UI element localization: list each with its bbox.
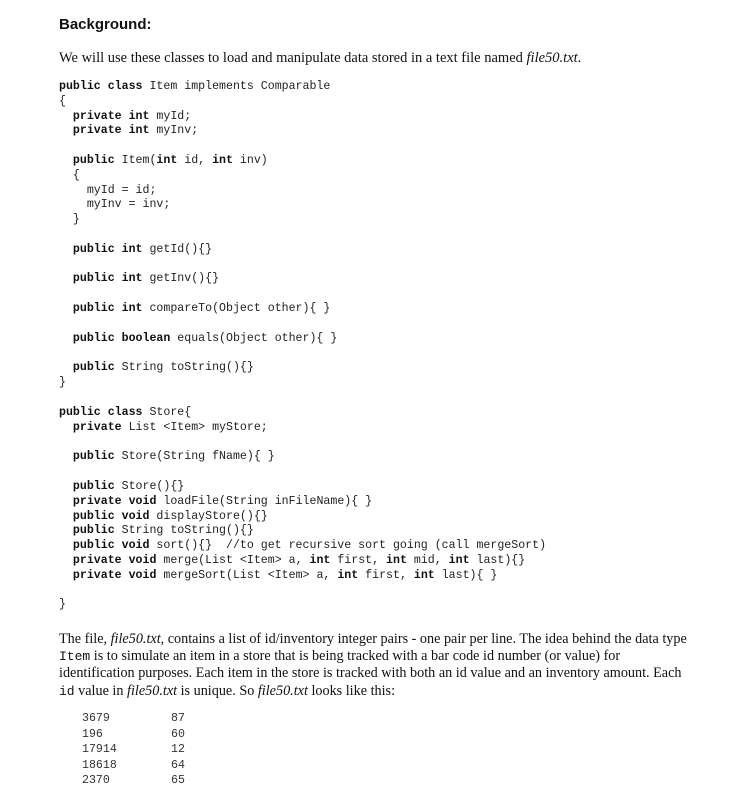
code-keyword: int: [386, 553, 407, 567]
desc-text: is to simulate an item in a store that is being tracked with a bar code id number (or value) for identification purposes. Each item in the store is tracked with both an id value and an inventory amount. Each: [59, 648, 682, 682]
desc-code-id: id: [59, 683, 75, 699]
desc-filename: file50.txt: [127, 682, 178, 699]
code-line: [59, 258, 337, 273]
code-line: [59, 465, 546, 480]
code-keyword: int: [448, 553, 470, 567]
inv-value: 65: [171, 774, 185, 788]
code-line: {: [72, 168, 80, 182]
code-line: public String toString(){}: [72, 524, 254, 538]
code-keyword: public: [72, 524, 115, 538]
code-keyword: private: [72, 420, 122, 434]
code-line: public int getInv(){}: [72, 272, 220, 286]
code-keyword: public int: [72, 272, 143, 286]
inv-value: 64: [171, 758, 185, 772]
code-line: public class Item implements Comparable: [59, 80, 331, 93]
code-line: myInv = inv;: [86, 198, 171, 212]
code-line: private void loadFile(String inFileName){ }: [72, 494, 373, 508]
intro-filename: file50.txt: [526, 50, 578, 66]
code-keyword: int: [156, 153, 178, 167]
code-line: public int getId(){}: [72, 242, 213, 256]
code-line: private int myId;: [72, 109, 192, 123]
code-line: public boolean equals(Object other){ }: [72, 331, 338, 345]
code-line: {: [59, 94, 66, 108]
code-keyword: private void: [72, 553, 157, 567]
code-keyword: int: [309, 553, 331, 567]
data-row: [82, 711, 185, 727]
code-keyword: public int: [72, 242, 143, 256]
code-line: [59, 228, 337, 243]
code-line: [59, 139, 337, 154]
code-keyword: private int: [72, 124, 150, 138]
desc-text: The file,: [59, 631, 111, 647]
code-line: public void displayStore(){}: [72, 509, 268, 523]
id-value: 2370: [82, 774, 110, 788]
code-line: private void mergeSort(List <Item> a, int first, int last){ }: [72, 568, 498, 582]
description-paragraph: [59, 631, 689, 700]
code-keyword: int: [413, 568, 435, 582]
code-line: private int myInv;: [72, 124, 199, 138]
code-line: private List <Item> myStore;: [72, 420, 268, 434]
code-line: [59, 287, 337, 302]
code-line: [59, 346, 337, 361]
code-keyword: private void: [72, 494, 157, 508]
data-row: [82, 727, 185, 743]
code-keyword: private void: [72, 568, 157, 582]
code-line: public Store(){}: [72, 479, 185, 493]
code-line: public Item(int id, int inv): [72, 153, 268, 167]
code-line: myId = id;: [86, 183, 157, 197]
desc-text: contains a list of id/inventory integer pairs - one pair per line. The idea behind the data type: [164, 631, 687, 647]
code-line: public String toString(){}: [72, 361, 254, 375]
inv-value: 87: [171, 712, 185, 725]
code-keyword: public void: [72, 539, 150, 553]
code-line: public class Store{: [59, 406, 192, 419]
section-heading: Background:: [59, 16, 152, 33]
code-line: [59, 436, 546, 451]
desc-text: value in: [74, 682, 128, 699]
code-line: [59, 317, 337, 332]
id-value: 3679: [82, 712, 110, 725]
code-keyword: public: [72, 153, 115, 167]
desc-code-item: Item: [59, 649, 91, 665]
id-value: 196: [82, 727, 103, 741]
code-keyword: public: [72, 450, 115, 464]
code-keyword: public: [72, 479, 115, 493]
intro-paragraph: [59, 50, 581, 67]
code-line: public void sort(){} //to get recursive sort going (call mergeSort): [72, 539, 547, 553]
data-row: [82, 742, 185, 758]
desc-text: looks like this:: [307, 682, 396, 699]
inv-value: 12: [171, 743, 185, 757]
store-class-code: [59, 406, 546, 613]
code-keyword: public class: [59, 80, 143, 93]
data-row: [82, 773, 185, 789]
file-data-listing: [82, 711, 185, 789]
item-class-code: [59, 80, 337, 391]
code-line: }: [72, 213, 80, 227]
code-keyword: public class: [59, 406, 143, 419]
id-value: 17914: [82, 743, 117, 757]
desc-filename: file50.txt,: [110, 631, 165, 647]
code-line: }: [59, 375, 66, 389]
desc-filename: file50.txt: [257, 682, 308, 699]
desc-text: is unique. So: [177, 682, 258, 699]
intro-text: We will use these classes to load and manipulate data stored in a text file named: [59, 50, 527, 66]
code-line: }: [59, 598, 66, 612]
code-keyword: public: [72, 361, 115, 375]
code-line: public Store(String fName){ }: [72, 450, 275, 464]
code-line: private void merge(List <Item> a, int first, int mid, int last){}: [72, 553, 526, 567]
intro-end: .: [577, 50, 582, 66]
code-line: public int compareTo(Object other){ }: [72, 301, 331, 315]
code-keyword: public boolean: [72, 331, 171, 345]
inv-value: 60: [171, 727, 185, 741]
data-row: [82, 758, 185, 774]
code-keyword: int: [337, 568, 359, 582]
code-keyword: private int: [72, 109, 150, 123]
code-keyword: public int: [72, 301, 143, 315]
code-keyword: public void: [72, 509, 150, 523]
code-line: [59, 584, 546, 599]
id-value: 18618: [82, 758, 117, 772]
code-keyword: int: [212, 153, 233, 167]
